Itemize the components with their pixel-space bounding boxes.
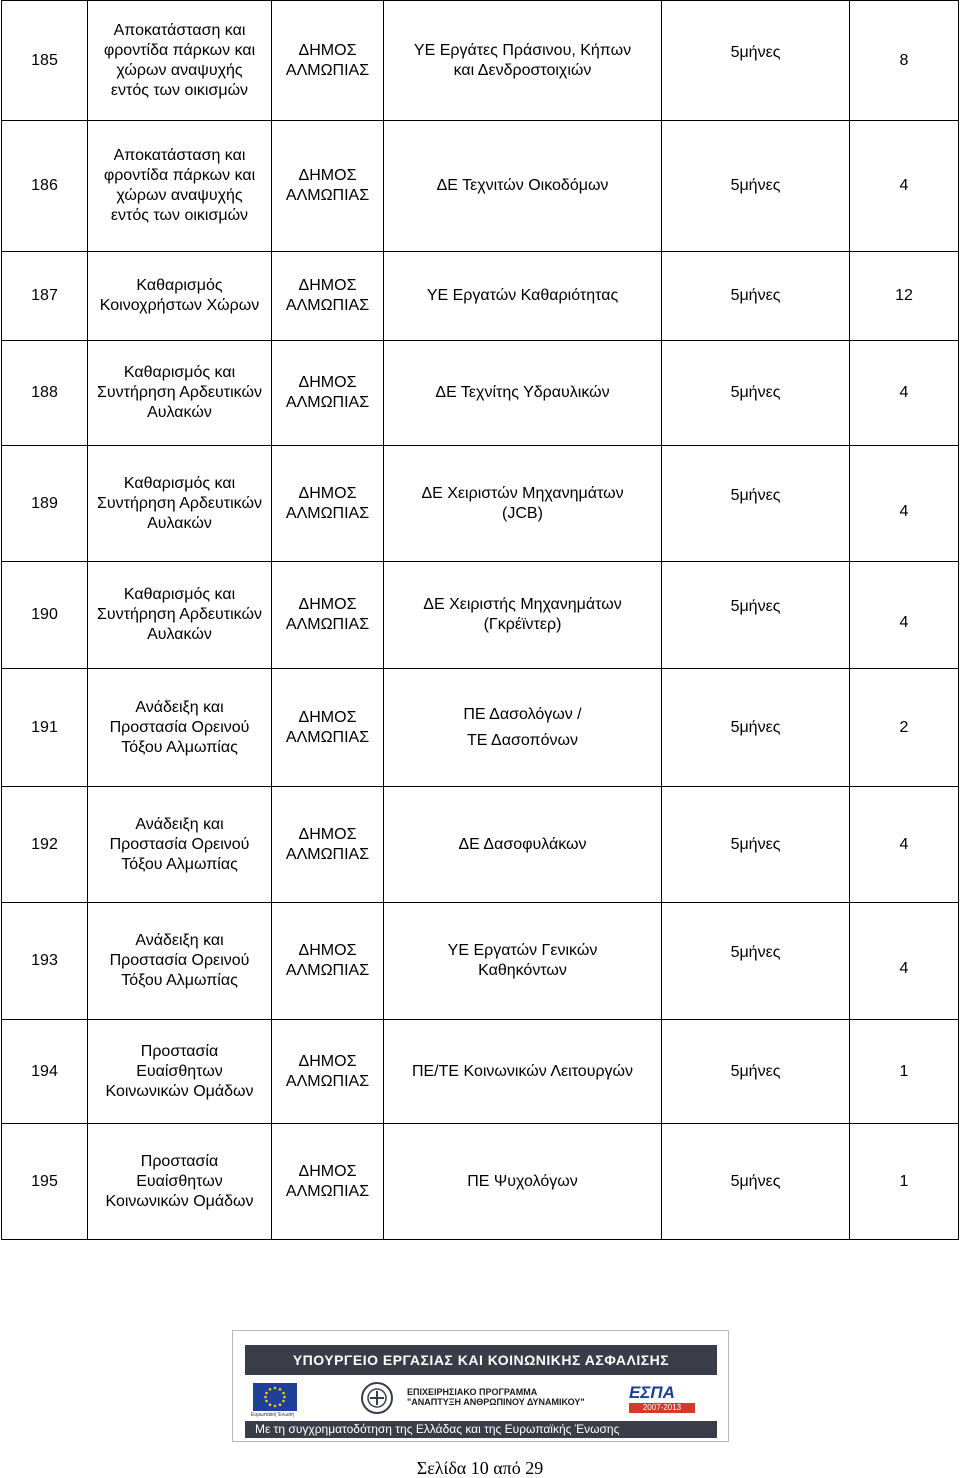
specialty-cell: ΥΕ Εργατών Γενικών Καθηκόντων xyxy=(447,942,598,979)
row-number: 187 xyxy=(2,252,88,341)
count-cell: 4 xyxy=(899,502,909,520)
logo-row xyxy=(245,1379,717,1421)
row-number: 189 xyxy=(2,446,88,562)
espa-years: 2007-2013 xyxy=(629,1403,695,1413)
specialty-cell: ΔΕ Χειριστών Μηχανημάτων (JCB) xyxy=(421,484,624,522)
espa-logo xyxy=(629,1381,695,1419)
programme-cell: Καθαρισμός και Συντήρηση Αρδευτικών Αυλακών xyxy=(97,586,262,643)
table-row xyxy=(2,341,959,446)
page-number: Σελίδα 10 από 29 xyxy=(416,1458,544,1478)
programme-cell: Αποκατάσταση και φροντίδα πάρκων και χώρων αναψυχής εντός των οικισμών xyxy=(103,21,256,99)
count-cell: 2 xyxy=(850,669,959,787)
programme-cell: Ανάδειξη και Προστασία Ορεινού Τόξου Αλμωπίας xyxy=(109,698,250,756)
specialty-cell: ΔΕ Τεχνίτης Υδραυλικών xyxy=(435,384,610,401)
programme-cell: Ανάδειξη και Προστασία Ορεινού Τόξου Αλμωπίας xyxy=(109,932,250,989)
table-row xyxy=(2,1124,959,1240)
row-number: 191 xyxy=(2,669,88,787)
specialty-cell: ΠΕ/ΤΕ Κοινωνικών Λειτουργών xyxy=(411,1062,634,1080)
body-cell: ΔΗΜΟΣ ΑΛΜΩΠΙΑΣ xyxy=(285,1162,370,1200)
duration-cell: 5μήνες xyxy=(730,1172,781,1190)
specialty-cell: ΔΕ Χειριστής Μηχανημάτων (Γκρέϊντερ) xyxy=(423,596,622,633)
operational-programme-text xyxy=(407,1387,607,1407)
body-cell: ΔΗΜΟΣ ΑΛΜΩΠΙΑΣ xyxy=(285,1052,370,1090)
programme-cell: Αποκατάσταση και φροντίδα πάρκων και χώρων αναψυχής εντός των οικισμών xyxy=(103,147,256,224)
programme-cell: Προστασία Ευαίσθητων Κοινωνικών Ομάδων xyxy=(105,1152,254,1210)
programme-cell: Προστασία Ευαίσθητων Κοινωνικών Ομάδων xyxy=(105,1042,254,1100)
programme-line-1: ΕΠΙΧΕΙΡΗΣΙΑΚΟ ΠΡΟΓΡΑΜΜΑ xyxy=(407,1387,538,1397)
eu-caption: Ευρωπαϊκή Ένωση xyxy=(251,1412,294,1418)
count-cell: 4 xyxy=(850,787,959,903)
ministry-strip: ΥΠΟΥΡΓΕΙΟ ΕΡΓΑΣΙΑΣ ΚΑΙ ΚΟΙΝΩΝΙΚΗΣ ΑΣΦΑΛΙΣΗΣ xyxy=(245,1345,717,1375)
positions-table xyxy=(1,0,959,1240)
eu-flag-icon xyxy=(253,1383,297,1411)
row-number: 190 xyxy=(2,562,88,669)
programme-cell: Καθαρισμός Κοινοχρήστων Χώρων xyxy=(99,277,260,314)
table-row xyxy=(2,121,959,252)
specialty-cell: ΥΕ Εργατών Καθαριότητας xyxy=(426,287,619,304)
table-row xyxy=(2,669,959,787)
duration-cell: 5μήνες xyxy=(730,718,781,736)
row-number: 194 xyxy=(2,1020,88,1124)
count-cell: 1 xyxy=(850,1020,959,1124)
count-cell: 4 xyxy=(899,614,909,631)
table-row xyxy=(2,446,959,562)
programme-cell: Καθαρισμός και Συντήρηση Αρδευτικών Αυλακών xyxy=(97,474,262,532)
duration-cell: 5μήνες xyxy=(730,835,781,853)
body-cell: ΔΗΜΟΣ ΑΛΜΩΠΙΑΣ xyxy=(285,167,370,204)
specialty-cell: ΠΕ Ψυχολόγων xyxy=(467,1172,578,1190)
greek-seal-icon xyxy=(359,1379,395,1421)
cofunding-banner xyxy=(232,1330,729,1442)
programme-line-2: "ΑΝΑΠΤΥΞΗ ΑΝΘΡΩΠΙΝΟΥ ΔΥΝΑΜΙΚΟΥ" xyxy=(407,1397,585,1407)
row-number: 192 xyxy=(2,787,88,903)
count-cell: 4 xyxy=(850,121,959,252)
body-cell: ΔΗΜΟΣ ΑΛΜΩΠΙΑΣ xyxy=(285,484,370,522)
body-cell: ΔΗΜΟΣ ΑΛΜΩΠΙΑΣ xyxy=(285,942,370,979)
body-cell: ΔΗΜΟΣ ΑΛΜΩΠΙΑΣ xyxy=(285,41,370,79)
body-cell: ΔΗΜΟΣ ΑΛΜΩΠΙΑΣ xyxy=(285,596,370,633)
row-number: 185 xyxy=(2,1,88,121)
seal-cross xyxy=(370,1391,384,1405)
duration-cell: 5μήνες xyxy=(730,43,781,61)
body-cell: ΔΗΜΟΣ ΑΛΜΩΠΙΑΣ xyxy=(285,374,370,411)
table-row xyxy=(2,1,959,121)
specialty-cell: ΥΕ Εργάτες Πράσινου, Κήπων και Δενδροστοιχιών xyxy=(413,41,632,79)
body-cell: ΔΗΜΟΣ ΑΛΜΩΠΙΑΣ xyxy=(285,277,370,314)
duration-cell: 5μήνες xyxy=(730,177,781,194)
row-number: 186 xyxy=(2,121,88,252)
specialty-cell: ΔΕ Τεχνιτών Οικοδόμων xyxy=(436,177,609,194)
specialty-cell: ΠΕ Δασολόγων / ΤΕ Δασοπόνων xyxy=(463,705,582,749)
count-cell: 4 xyxy=(899,960,909,977)
duration-cell: 5μήνες xyxy=(730,1062,781,1080)
duration-cell: 5μήνες xyxy=(730,598,781,615)
duration-cell: 5μήνες xyxy=(730,944,781,961)
count-cell: 4 xyxy=(850,341,959,446)
body-cell: ΔΗΜΟΣ ΑΛΜΩΠΙΑΣ xyxy=(285,825,370,863)
table-row xyxy=(2,903,959,1020)
row-number: 188 xyxy=(2,341,88,446)
espa-word: ΕΣΠΑ xyxy=(629,1383,675,1402)
programme-cell: Καθαρισμός και Συντήρηση Αρδευτικών Αυλακών xyxy=(97,364,262,421)
specialty-cell: ΔΕ Δασοφυλάκων xyxy=(458,835,587,853)
duration-cell: 5μήνες xyxy=(730,384,781,401)
table-row xyxy=(2,787,959,903)
table-row xyxy=(2,562,959,669)
duration-cell: 5μήνες xyxy=(730,287,781,304)
count-cell: 12 xyxy=(850,252,959,341)
count-cell: 8 xyxy=(850,1,959,121)
row-number: 193 xyxy=(2,903,88,1020)
programme-cell: Ανάδειξη και Προστασία Ορεινού Τόξου Αλμωπίας xyxy=(109,815,250,873)
table-row xyxy=(2,252,959,341)
count-cell: 1 xyxy=(850,1124,959,1240)
cofunding-strip: Με τη συγχρηματοδότηση της Ελλάδας και της Ευρωπαϊκής Ένωσης xyxy=(245,1421,717,1438)
table-row xyxy=(2,1020,959,1124)
duration-cell: 5μήνες xyxy=(730,486,781,504)
row-number: 195 xyxy=(2,1124,88,1240)
body-cell: ΔΗΜΟΣ ΑΛΜΩΠΙΑΣ xyxy=(285,708,370,746)
